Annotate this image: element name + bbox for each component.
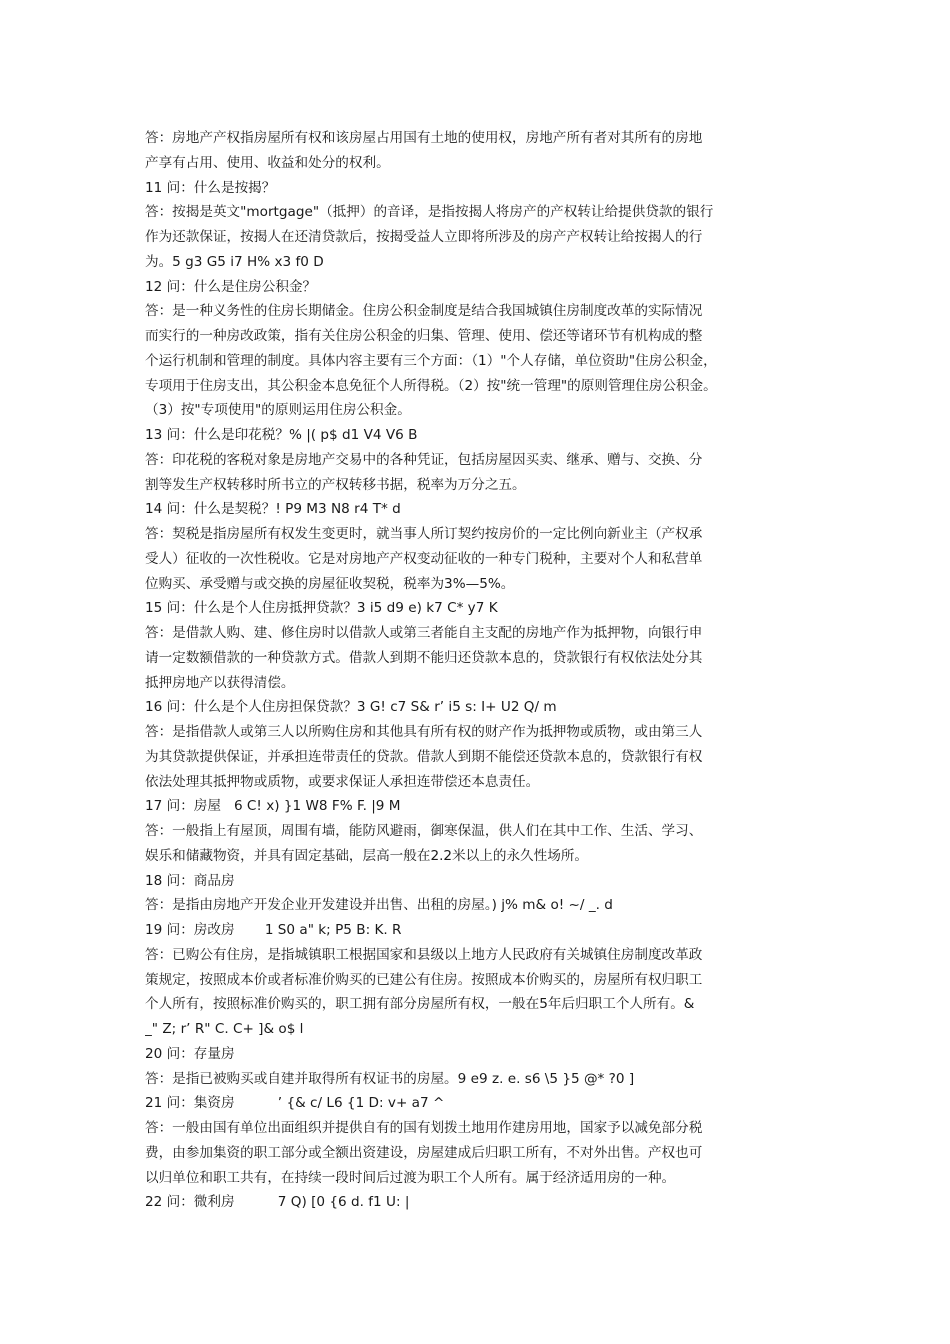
- question-heading: 21 问：集资房 ’ {& c/ L6 {1 D: v+ a7 ^: [145, 1095, 445, 1112]
- document-body: [145, 126, 825, 1215]
- text-line: 而实行的一种房改政策，指有关住房公积金的归集、管理、使用、偿还等诸环节有机构成的整: [145, 328, 703, 344]
- text-line: 答：是一种义务性的住房长期储金。住房公积金制度是结合我国城镇住房制度改革的实际情况: [145, 303, 703, 320]
- question-heading: 22 问：微利房 7 Q) [0 {6 d. f1 U: |: [145, 1194, 410, 1211]
- question-heading: 14 问：什么是契税？! P9 M3 N8 r4 T* d: [145, 501, 401, 518]
- text-line: 答：是指借款人或第三人以所购住房和其他具有所有权的财产作为抵押物或质物，或由第三人: [145, 724, 703, 740]
- question-heading: 17 问：房屋 6 C! x) }1 W8 F% F. |9 M: [145, 798, 401, 815]
- text-line: 答：一般指上有屋顶，周围有墙，能防风避雨，御寒保温，供人们在其中工作、生活、学习、: [145, 823, 703, 839]
- text-line: （3）按"专项使用"的原则运用住房公积金。: [145, 402, 411, 419]
- text-line: 产享有占用、使用、收益和处分的权利。: [145, 154, 390, 171]
- text-line: 答：已购公有住房，是指城镇职工根据国家和县级以上地方人民政府有关城镇住房制度改革政: [145, 946, 703, 963]
- text-line: 作为还款保证，按揭人在还清贷款后，按揭受益人立即将所涉及的房产产权转让给按揭人的行: [145, 229, 703, 245]
- text-line: 个运行机制和管理的制度。具体内容主要有三个方面：（1）"个人存储，单位资助"住房公积金，: [145, 352, 717, 369]
- text-line: 位购买、承受赠与或交换的房屋征收契税，税率为3%—5%。: [145, 575, 515, 592]
- question-heading: 13 问：什么是印花税？% |( p$ d1 V4 V6 B: [145, 427, 418, 443]
- text-line: 答：印花税的客税对象是房地产交易中的各种凭证，包括房屋因买卖、继承、赠与、交换、分: [145, 451, 703, 468]
- text-line: 专项用于住房支出，其公积金本息免征个人所得税。（2）按"统一管理"的原则管理住房公积金。: [145, 377, 717, 394]
- question-heading: 15 问：什么是个人住房抵押贷款？3 i5 d9 e) k7 C* y7 K: [145, 600, 498, 617]
- question-heading: 12 问：什么是住房公积金？: [145, 278, 317, 295]
- text-line: 答：按揭是英文"mortgage"（抵押）的音译，是指按揭人将房产的产权转让给提供贷款的银行: [145, 204, 714, 221]
- text-line: 抵押房地产以获得清偿。: [145, 674, 295, 691]
- text-line: 答：是借款人购、建、修住房时以借款人或第三者能自主支配的房地产作为抵押物，向银行申: [145, 625, 703, 641]
- text-line: 策规定，按照成本价或者标准价购买的已建公有住房。按照成本价购买的，房屋所有权归职工: [145, 971, 703, 988]
- question-heading: 11 问：什么是按揭？: [145, 179, 276, 196]
- text-line: _" Z; r’ R" C. C+ ]& o$ l: [145, 1021, 304, 1037]
- text-line: 请一定数额借款的一种贷款方式。借款人到期不能归还贷款本息的，贷款银行有权依法处分其: [145, 649, 703, 666]
- text-line: 答：一般由国有单位出面组织并提供自有的国有划拨土地用作建房用地，国家予以减免部分税: [145, 1120, 703, 1136]
- text-line: 以归单位和职工共有，在持续一段时间后过渡为职工个人所有。属于经济适用房的一种。: [145, 1169, 676, 1186]
- question-heading: 20 问：存量房: [145, 1045, 235, 1062]
- text-line: 费，由参加集资的职工部分或全额出资建设，房屋建成后归职工所有，不对外出售。产权也可: [145, 1144, 703, 1161]
- text-line: 答：契税是指房屋所有权发生变更时，就当事人所订契约按房价的一定比例向新业主（产权承: [145, 526, 703, 542]
- text-line: 受人）征收的一次性税收。它是对房地产产权变动征收的一种专门税种，主要对个人和私营单: [145, 550, 703, 567]
- question-heading: 16 问：什么是个人住房担保贷款？3 G! c7 S& r’ i5 s: I+ U2 Q/ m: [145, 699, 557, 716]
- question-heading: 18 问：商品房: [145, 872, 235, 889]
- text-line: 为。5 g3 G5 i7 H% x3 f0 D: [145, 253, 324, 270]
- text-line: 个人所有，按照标准价购买的，职工拥有部分房屋所有权，一般在5年后归职工个人所有。&: [145, 996, 695, 1013]
- text-line: 为其贷款提供保证，并承担连带责任的贷款。借款人到期不能偿还贷款本息的，贷款银行有权: [145, 748, 703, 765]
- text-line: 答：房地产产权指房屋所有权和该房屋占用国有土地的使用权，房地产所有者对其所有的房地: [145, 130, 703, 146]
- text-line: 割等发生产权转移时所书立的产权转移书据，税率为万分之五。: [145, 476, 526, 493]
- text-line: 答：是指已被购买或自建并取得所有权证书的房屋。9 e9 z. e. s6 \5 }5 @* ?0 ]: [145, 1070, 635, 1087]
- text-line: 答：是指由房地产开发企业开发建设并出售、出租的房屋。) j% m& o! ~/ _. d: [145, 897, 613, 914]
- text-line: 依法处理其抵押物或质物，或要求保证人承担连带偿还本息责任。: [145, 773, 540, 790]
- question-heading: 19 问：房改房 1 S0 a" k; P5 B: K. R: [145, 922, 402, 938]
- text-line: 娱乐和储藏物资，并具有固定基础，层高一般在2.2米以上的永久性场所。: [145, 847, 589, 864]
